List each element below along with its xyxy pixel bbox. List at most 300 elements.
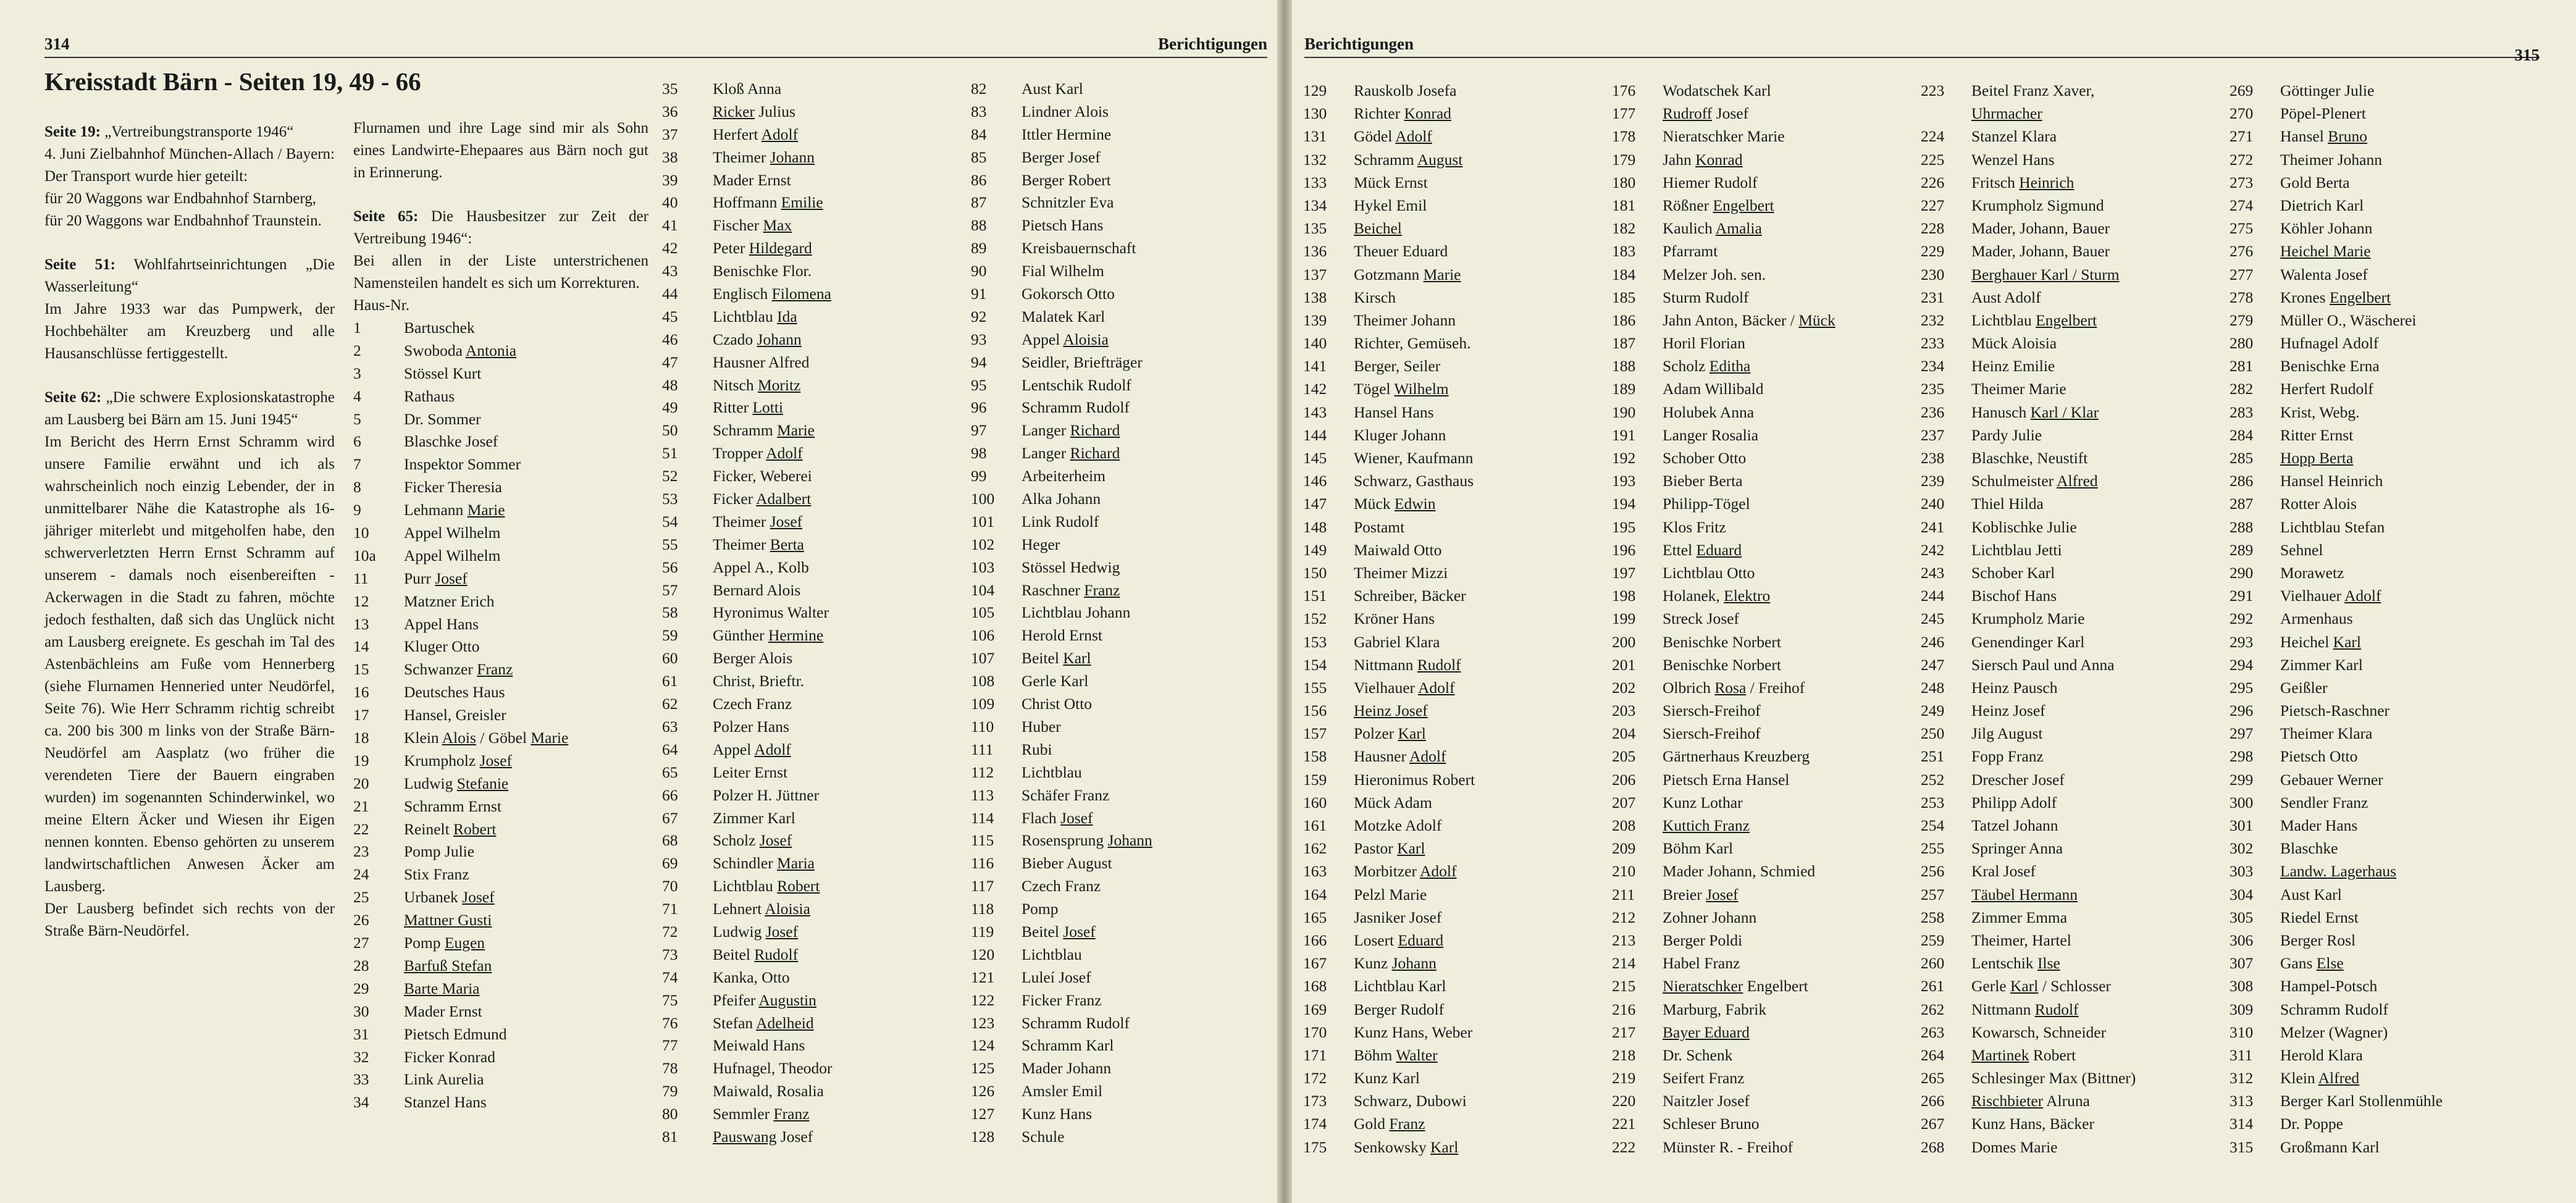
house-number: 9 — [353, 501, 361, 519]
house-entry — [662, 989, 959, 1012]
house-entry — [353, 1046, 648, 1069]
house-entry — [1303, 354, 1600, 377]
owner-name: Armenhaus — [2280, 610, 2353, 628]
house-entry — [2230, 653, 2538, 676]
house-number: 77 — [662, 1036, 678, 1055]
owner-name: Hufnagel Adolf — [2280, 334, 2379, 353]
correction: Eduard — [1696, 540, 1742, 559]
house-entry — [971, 146, 1267, 169]
correction: Antonia — [465, 341, 517, 359]
correction: Adolf — [1395, 127, 1432, 146]
correction: Richard — [1070, 421, 1120, 440]
house-number: 206 — [1612, 770, 1636, 789]
house-entry — [1612, 791, 1921, 814]
house-number: 219 — [1612, 1069, 1636, 1088]
house-number: 278 — [2230, 288, 2254, 306]
owner-name: Seidler, Briefträger — [1022, 353, 1143, 371]
house-entry — [1612, 975, 1921, 997]
house-number: 79 — [662, 1082, 678, 1100]
house-number: 287 — [2230, 495, 2254, 513]
owner-name: Heinz Josef — [1971, 702, 2045, 720]
correction: Konrad — [1695, 150, 1743, 169]
house-entry — [1921, 768, 2230, 791]
house-entry — [353, 909, 648, 932]
correction: Alois — [442, 729, 476, 747]
house-entry — [662, 898, 959, 921]
owner-name: Herfert Adolf — [713, 125, 799, 143]
owner-name: Appel Wilhelm — [404, 524, 501, 542]
house-number: 89 — [971, 239, 987, 258]
right-page-header — [1304, 32, 2540, 64]
house-number: 65 — [662, 763, 678, 781]
correction: Eugen — [444, 934, 485, 952]
house-number: 53 — [662, 490, 678, 508]
house-entry — [1303, 401, 1600, 424]
owner-name: Herold Klara — [2280, 1046, 2363, 1064]
left-column-3 — [662, 78, 959, 1149]
correction: Josef — [1060, 808, 1093, 827]
house-entry — [1303, 309, 1600, 332]
house-number: 171 — [1303, 1046, 1327, 1064]
house-number: 293 — [2230, 632, 2254, 651]
house-number: 108 — [971, 672, 995, 690]
house-number: 114 — [971, 808, 994, 827]
correction: Rudolf — [754, 945, 799, 963]
house-entry — [662, 351, 959, 374]
owner-name: Kaulich Amalia — [1663, 219, 1762, 238]
house-entry — [971, 237, 1267, 260]
house-number: 93 — [971, 330, 987, 348]
house-number: 4 — [353, 387, 361, 405]
owner-name: Deutsches Haus — [404, 683, 505, 702]
house-number: 245 — [1921, 610, 1945, 628]
house-number: 128 — [971, 1127, 995, 1146]
house-number: 74 — [662, 968, 678, 986]
owner-name: Philipp-Tögel — [1663, 495, 1750, 513]
correction: Editha — [1709, 357, 1751, 375]
owner-name: Kunz Hans, Bäcker — [1971, 1115, 2094, 1133]
house-number: 312 — [2230, 1069, 2254, 1088]
correction: Berghauer Karl / Sturm — [1971, 265, 2120, 283]
correction: Konrad — [1404, 104, 1451, 123]
house-entry — [353, 750, 648, 773]
house-entry — [662, 1012, 959, 1035]
house-number: 40 — [662, 193, 678, 212]
house-number: 163 — [1303, 862, 1327, 881]
owner-name: Mader, Johann, Bauer — [1971, 219, 2110, 238]
correction: Marie — [777, 421, 815, 440]
house-entry — [1612, 676, 1921, 699]
house-entry — [2230, 975, 2538, 997]
house-number: 81 — [662, 1127, 678, 1146]
house-entry — [2230, 539, 2538, 561]
correction: Josef — [479, 751, 512, 769]
house-entry — [1921, 516, 2230, 539]
correction: Edwin — [1394, 495, 1436, 513]
house-number: 107 — [971, 649, 995, 668]
house-number: 194 — [1612, 495, 1636, 513]
house-entry — [662, 374, 959, 397]
house-number: 192 — [1612, 449, 1636, 467]
house-entry — [971, 78, 1267, 101]
owner-name: Domes Marie — [1971, 1138, 2058, 1156]
owner-name: Benischke Flor. — [713, 262, 812, 280]
owner-name — [2280, 240, 2538, 262]
house-number: 237 — [1921, 425, 1945, 444]
house-entry — [1612, 722, 1921, 745]
house-entry — [353, 453, 648, 476]
house-number: 246 — [1921, 632, 1945, 651]
house-entry — [353, 886, 648, 909]
house-number: 97 — [971, 421, 987, 440]
owner-name: Lichtblau Stefan — [2280, 518, 2385, 536]
correction: Lotti — [752, 398, 784, 417]
correction: Berta — [770, 535, 804, 553]
house-entry — [1921, 263, 2230, 286]
owner-name: Blaschke Josef — [404, 432, 498, 451]
house-number: 210 — [1612, 862, 1636, 881]
owner-name: Aust Adolf — [1971, 288, 2041, 306]
owner-name — [1354, 699, 1600, 722]
owner-name: Köhler Johann — [2280, 219, 2373, 238]
owner-name: Mader Johann — [1022, 1059, 1112, 1078]
correction: Hermine — [768, 626, 824, 645]
house-entry — [1921, 607, 2230, 630]
house-number: 282 — [2230, 380, 2254, 398]
owner-name: Berger Poldi — [1663, 931, 1743, 949]
house-number: 69 — [662, 854, 678, 873]
house-number: 137 — [1303, 265, 1327, 283]
owner-name: Kröner Hans — [1354, 610, 1435, 628]
house-entry — [662, 534, 959, 556]
correction: Augustin — [758, 991, 816, 1009]
owner-name: Krumpholz Josef — [404, 751, 512, 769]
owner-name: Schober Otto — [1663, 449, 1747, 467]
correction: Barte Maria — [404, 979, 480, 997]
house-entry — [353, 385, 648, 408]
house-number: 286 — [2230, 472, 2254, 490]
owner-name: Siersch Paul und Anna — [1971, 655, 2115, 674]
note-paragraph: Seite 51: Wohlfahrtseinrichtungen „Die Wasserleitung“ Im Jahre 1933 war das Pumpwerk, der Hochbehälter am Kreuzberg und alle Hausanschlüsse fertiggestellt. — [44, 256, 335, 362]
owner-name: Theimer Berta — [713, 535, 804, 553]
house-entry — [662, 1057, 959, 1080]
owner-name: Schober Karl — [1971, 563, 2055, 582]
house-entry — [1921, 377, 2230, 400]
house-number: 236 — [1921, 403, 1945, 421]
house-entry — [662, 396, 959, 419]
house-entry — [1612, 446, 1921, 469]
house-entry — [1612, 539, 1921, 561]
house-entry — [2230, 699, 2538, 722]
correction: Alfred — [2318, 1069, 2360, 1088]
house-number: 165 — [1303, 908, 1327, 926]
owner-name: Lichtblau — [1022, 763, 1082, 781]
owner-name: Flach Josef — [1022, 808, 1093, 827]
house-number: 151 — [1303, 587, 1327, 605]
house-number: 34 — [353, 1093, 369, 1112]
house-number: 213 — [1612, 931, 1636, 949]
owner-name: Langer Richard — [1022, 444, 1120, 463]
house-entry — [662, 442, 959, 465]
house-entry — [1303, 860, 1600, 882]
owner-name: Hyronimus Walter — [713, 603, 829, 622]
house-number: 15 — [353, 660, 369, 679]
house-entry — [353, 363, 648, 385]
owner-name: Theimer Marie — [1971, 380, 2066, 398]
owner-name: Pietsch Hans — [1022, 216, 1104, 235]
owner-name: Mück Adam — [1354, 793, 1432, 811]
owner-name: Inspektor Sommer — [404, 455, 521, 474]
house-entry — [1612, 286, 1921, 309]
house-number: 111 — [971, 740, 994, 758]
house-entry — [662, 1080, 959, 1103]
correction: Pauswang — [713, 1127, 777, 1146]
owner-name: Mader Ernst — [404, 1002, 482, 1020]
house-entry — [1303, 998, 1600, 1021]
owner-name: Schule — [1022, 1127, 1065, 1146]
house-entry — [2230, 194, 2538, 217]
house-number: 284 — [2230, 425, 2254, 444]
owner-name: Benischke Norbert — [1663, 632, 1781, 651]
house-entry — [1303, 539, 1600, 561]
correction: Bruno — [2328, 127, 2367, 146]
owner-name: Springer Anna — [1971, 839, 2063, 858]
house-entry — [1303, 975, 1600, 997]
house-number: 88 — [971, 216, 987, 235]
owner-name: Theimer Josef — [713, 512, 803, 530]
house-entry — [971, 534, 1267, 556]
house-number: 264 — [1921, 1046, 1945, 1064]
house-entry — [1612, 929, 1921, 952]
owner-name: Riedel Ernst — [2280, 908, 2359, 926]
owner-name: Schwanzer Franz — [404, 660, 513, 679]
house-entry — [1303, 1136, 1600, 1159]
house-number: 21 — [353, 797, 369, 815]
house-entry — [662, 488, 959, 511]
house-number: 85 — [971, 148, 987, 166]
house-number: 303 — [2230, 862, 2254, 881]
right-column-4 — [2230, 79, 2538, 1159]
house-number: 23 — [353, 842, 369, 861]
owner-name: Schleser Bruno — [1663, 1115, 1760, 1133]
owner-name: Bieber August — [1022, 854, 1112, 873]
house-entry — [2230, 676, 2538, 699]
house-entry — [1612, 906, 1921, 929]
house-number: 2 — [353, 341, 361, 359]
owner-name: Böhm Walter — [1354, 1046, 1438, 1064]
house-number: 290 — [2230, 563, 2254, 582]
house-number: 155 — [1303, 678, 1327, 697]
house-number: 222 — [1612, 1138, 1636, 1156]
right-page — [1292, 0, 2576, 1203]
house-entry — [1921, 401, 2230, 424]
house-entry — [1303, 469, 1600, 492]
owner-name: Jahn Konrad — [1663, 150, 1743, 169]
house-entry — [1303, 584, 1600, 607]
owner-name: Englisch Filomena — [713, 285, 831, 303]
owner-name: Amsler Emil — [1022, 1082, 1103, 1100]
owner-name: Martinek Robert — [1971, 1046, 2076, 1064]
owner-name: Mader Hans — [2280, 816, 2358, 834]
house-entry — [1303, 952, 1600, 975]
house-number: 172 — [1303, 1069, 1327, 1088]
house-number: 84 — [971, 125, 987, 143]
house-entry — [971, 761, 1267, 784]
house-entry — [2230, 791, 2538, 814]
owner-name: Mader Ernst — [713, 170, 791, 189]
house-entry — [1303, 1021, 1600, 1044]
owner-name: Bischof Hans — [1971, 587, 2057, 605]
correction: Adolf — [766, 444, 803, 463]
house-number: 188 — [1612, 357, 1636, 375]
house-entry — [1612, 768, 1921, 791]
owner-name: Nieratschker Engelbert — [1663, 977, 1808, 996]
house-entry — [1921, 194, 2230, 217]
house-number: 298 — [2230, 747, 2254, 766]
house-number: 240 — [1921, 495, 1945, 513]
correction: Else — [2316, 954, 2344, 973]
house-number: 86 — [971, 170, 987, 189]
house-entry — [353, 590, 648, 613]
owner-name: Theimer Klara — [2280, 724, 2373, 743]
house-entry — [2230, 1112, 2538, 1135]
house-entry — [1921, 539, 2230, 561]
house-number: 214 — [1612, 954, 1636, 973]
house-entry — [2230, 906, 2538, 929]
correction: Franz — [1389, 1115, 1425, 1133]
house-number: 24 — [353, 865, 369, 884]
owner-name: Berger Alois — [713, 649, 793, 668]
house-number: 265 — [1921, 1069, 1945, 1088]
owner-name: Benischke Erna — [2280, 357, 2380, 375]
house-number: 301 — [2230, 816, 2254, 834]
house-number: 50 — [662, 421, 678, 440]
house-number: 148 — [1303, 518, 1327, 536]
house-number: 94 — [971, 353, 987, 371]
owner-name: Senkowsky Karl — [1354, 1138, 1459, 1156]
owner-name: Kunz Johann — [1354, 954, 1437, 973]
owner-name: Maiwald, Rosalia — [713, 1082, 824, 1100]
correction: Marie — [1423, 265, 1461, 283]
house-number: 120 — [971, 945, 995, 963]
house-number: 229 — [1921, 242, 1945, 261]
house-entry — [971, 784, 1267, 807]
house-number: 161 — [1303, 816, 1327, 834]
owner-name: Wodatschek Karl — [1663, 82, 1771, 99]
owner-name: Pomp Eugen — [404, 934, 485, 952]
house-number: 313 — [2230, 1092, 2254, 1110]
owner-name: Böhm Karl — [1663, 839, 1734, 858]
house-entry — [1921, 79, 2230, 102]
house-entry — [2230, 469, 2538, 492]
house-number: 103 — [971, 558, 995, 576]
house-entry — [662, 306, 959, 329]
owner-name: Dr. Schenk — [1663, 1046, 1733, 1064]
house-number: 127 — [971, 1105, 995, 1123]
house-number: 104 — [971, 581, 995, 599]
house-number: 224 — [1921, 127, 1945, 146]
owner-name: Ficker Adalbert — [713, 490, 812, 508]
correction: Johann — [757, 330, 802, 348]
house-entry — [1612, 814, 1921, 837]
house-number: 46 — [662, 330, 678, 348]
owner-name — [1971, 263, 2230, 286]
owner-name: Theimer Johann — [2280, 150, 2382, 169]
owner-name: Hansel Hans — [1354, 403, 1434, 421]
owner-name: Drescher Josef — [1971, 770, 2065, 789]
house-entry — [2230, 860, 2538, 882]
house-entry — [971, 511, 1267, 534]
owner-name: Gold Berta — [2280, 173, 2350, 191]
owner-name: Müller O., Wäscherei — [2280, 311, 2417, 329]
house-number: 25 — [353, 888, 369, 907]
owner-name: Kloß Anna — [713, 80, 782, 98]
owner-name: Berger Josef — [1022, 148, 1101, 166]
house-entry — [1921, 102, 2230, 125]
house-entry — [662, 169, 959, 192]
house-number: 232 — [1921, 311, 1945, 329]
house-number: 199 — [1612, 610, 1636, 628]
house-entry — [1921, 561, 2230, 584]
house-number: 76 — [662, 1013, 678, 1032]
house-number: 101 — [971, 512, 995, 530]
house-entry — [1303, 768, 1600, 791]
house-number: 272 — [2230, 150, 2254, 169]
house-number: 41 — [662, 216, 678, 235]
house-entry — [1612, 377, 1921, 400]
house-entry — [662, 875, 959, 898]
owner-name: Thiel Hilda — [1971, 495, 2044, 513]
house-entry — [971, 191, 1267, 214]
house-entry — [1303, 79, 1600, 102]
owner-name: Swoboda Antonia — [404, 341, 517, 359]
owner-name: Purr Josef — [404, 569, 468, 587]
correction: Josef — [1706, 885, 1739, 903]
house-number: 112 — [971, 763, 994, 781]
house-number: 59 — [662, 626, 678, 645]
house-entry — [1612, 561, 1921, 584]
house-entry — [662, 647, 959, 670]
running-title: Berichtigungen — [1304, 35, 1414, 53]
owner-name: Aust Karl — [1022, 80, 1083, 98]
owner-name: Rotter Alois — [2280, 495, 2357, 513]
owner-name: Gebauer Werner — [2280, 770, 2383, 789]
correction: Johann — [770, 148, 815, 166]
house-number: 294 — [2230, 655, 2254, 674]
house-number: 169 — [1303, 1000, 1327, 1018]
house-entry — [2230, 377, 2538, 400]
owner-name: Lindner Alois — [1022, 102, 1109, 120]
house-entry — [1303, 561, 1600, 584]
house-entry — [662, 852, 959, 875]
house-entry — [662, 556, 959, 579]
house-entry — [971, 579, 1267, 602]
house-number: 38 — [662, 148, 678, 166]
house-entry — [971, 169, 1267, 192]
correction: Adolf — [1419, 862, 1457, 881]
owner-name: Seifert Franz — [1663, 1069, 1745, 1088]
owner-name: Motzke Adolf — [1354, 816, 1442, 834]
house-entry — [1303, 171, 1600, 194]
house-entry — [2230, 1089, 2538, 1112]
house-entry — [662, 78, 959, 101]
owner-name: Scholz Editha — [1663, 357, 1751, 375]
house-number: 270 — [2230, 104, 2254, 123]
house-number: 91 — [971, 285, 987, 303]
house-number: 117 — [971, 877, 994, 895]
left-column-4 — [971, 78, 1267, 1149]
house-number: 257 — [1921, 885, 1945, 903]
